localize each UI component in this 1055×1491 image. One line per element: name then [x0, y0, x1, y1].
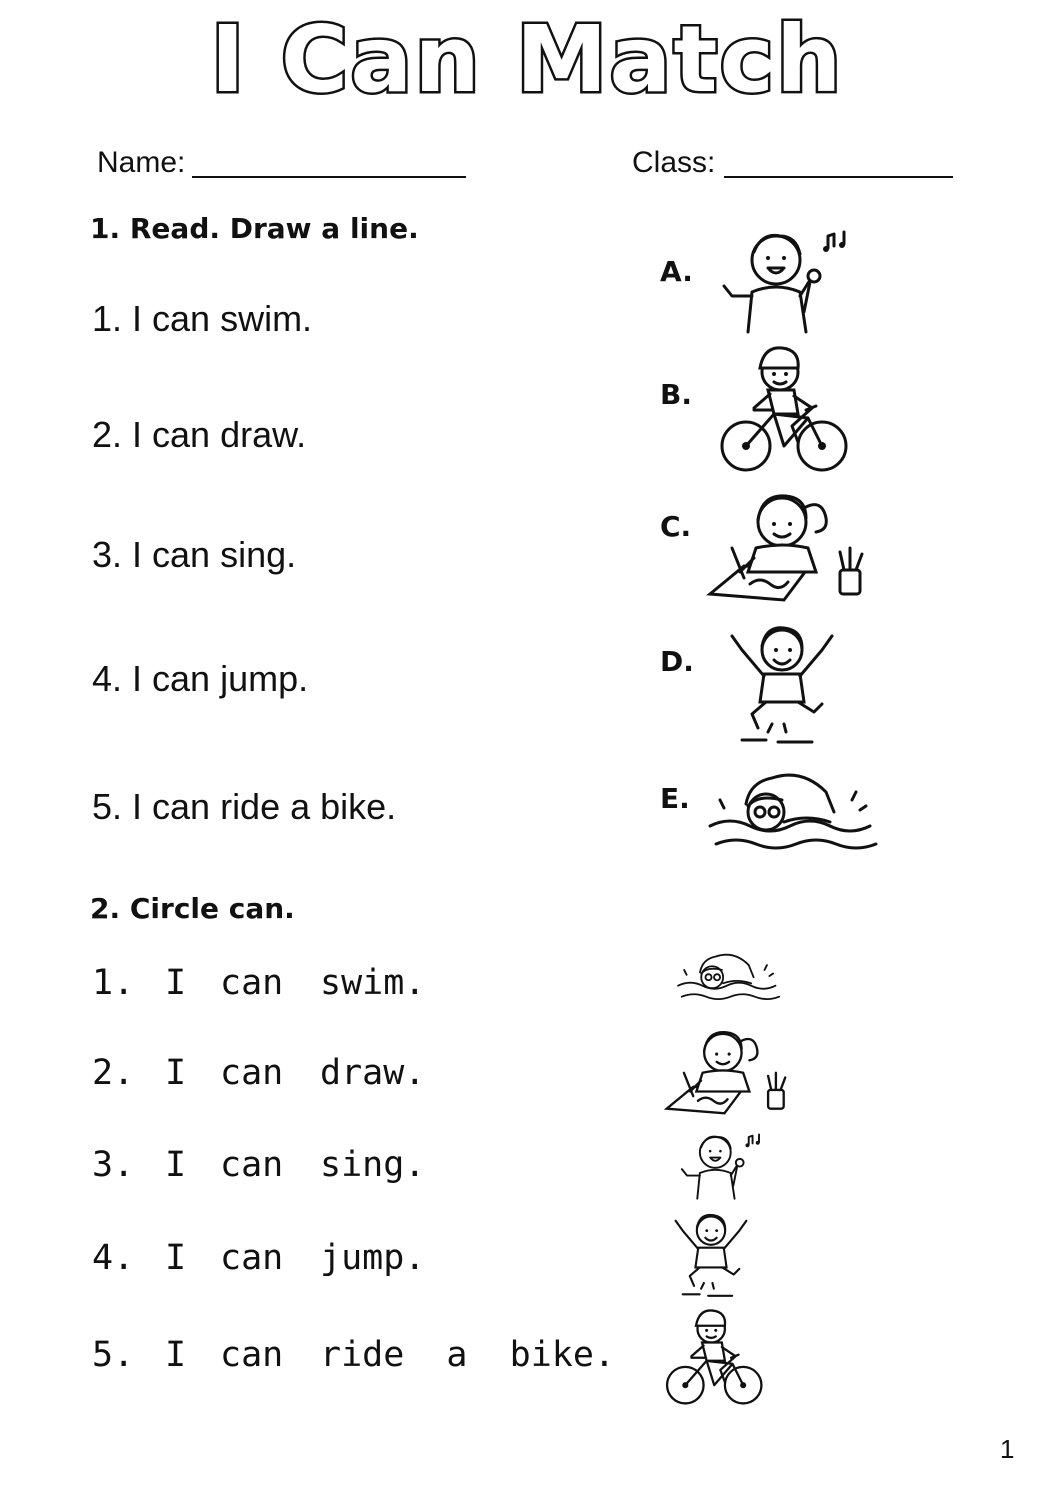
- bike-rider-icon: [718, 342, 852, 476]
- row-verb: jump.: [320, 1238, 426, 1278]
- row-verb: swim.: [320, 963, 426, 1003]
- circle-row-3: [0, 1145, 640, 1191]
- page-number: 1: [1000, 1434, 1015, 1464]
- drawing-girl-icon: [704, 488, 868, 606]
- row-number: 5.: [92, 1335, 135, 1375]
- match-sentence-1: 1. I can swim.: [92, 298, 313, 339]
- can-word[interactable]: can: [220, 963, 284, 1003]
- singing-boy-icon: [718, 222, 858, 334]
- row-verb: sing.: [320, 1145, 426, 1185]
- swimmer-icon: [650, 948, 806, 1004]
- row-subject: I: [165, 1053, 187, 1093]
- can-word[interactable]: can: [220, 1335, 284, 1375]
- row-verb: ride a bike.: [320, 1335, 616, 1375]
- class-label: Class:: [632, 146, 716, 179]
- circle-row-2: [0, 1053, 640, 1099]
- match-sentence-5: 5. I can ride a bike.: [92, 786, 397, 827]
- singing-boy-icon: [668, 1128, 778, 1200]
- name-label: Name:: [97, 146, 186, 179]
- match-sentence-4: 4. I can jump.: [92, 658, 309, 699]
- class-blank[interactable]: [724, 176, 953, 178]
- can-word[interactable]: can: [220, 1145, 284, 1185]
- circle-row-4: [0, 1238, 640, 1284]
- row-number: 1.: [92, 963, 135, 1003]
- option-letter-b: B.: [660, 378, 692, 411]
- jumping-boy-icon: [656, 1208, 766, 1300]
- can-word[interactable]: can: [220, 1238, 284, 1278]
- page-title: I Can Match: [210, 6, 844, 113]
- row-number: 2.: [92, 1053, 135, 1093]
- row-number: 3.: [92, 1145, 135, 1185]
- match-sentence-2: 2. I can draw.: [92, 414, 307, 455]
- option-letter-e: E.: [660, 782, 690, 815]
- option-letter-c: C.: [660, 510, 692, 543]
- name-blank[interactable]: [192, 176, 466, 178]
- row-subject: I: [165, 1238, 187, 1278]
- bike-rider-icon: [656, 1306, 774, 1408]
- row-subject: I: [165, 963, 187, 1003]
- circle-row-1: [0, 963, 640, 1009]
- circle-row-5: [0, 1335, 640, 1381]
- option-letter-d: D.: [660, 645, 694, 678]
- row-subject: I: [165, 1335, 187, 1375]
- option-letter-a: A.: [660, 255, 693, 288]
- match-sentence-3: 3. I can sing.: [92, 534, 297, 575]
- can-word[interactable]: can: [220, 1053, 284, 1093]
- drawing-girl-icon: [646, 1026, 806, 1118]
- swimmer-icon: [706, 764, 878, 856]
- section2-heading: 2. Circle can.: [90, 892, 295, 925]
- section1-heading: 1. Read. Draw a line.: [90, 212, 419, 245]
- row-number: 4.: [92, 1238, 135, 1278]
- row-verb: draw.: [320, 1053, 426, 1093]
- row-subject: I: [165, 1145, 187, 1185]
- jumping-boy-icon: [722, 618, 842, 748]
